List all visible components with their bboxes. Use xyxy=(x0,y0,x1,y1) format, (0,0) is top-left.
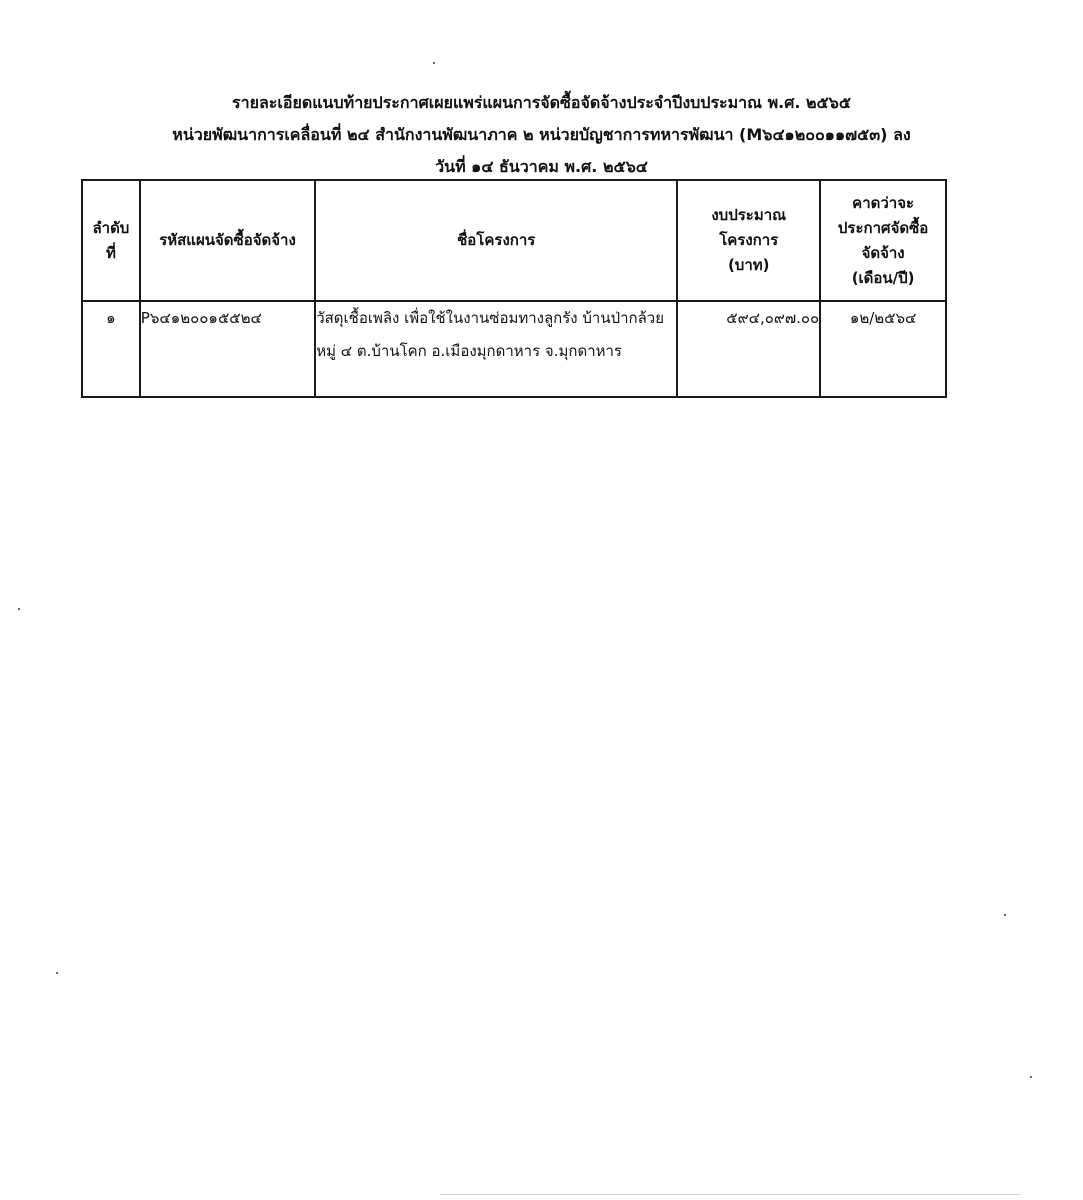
cell-project-name: วัสดุเชื้อเพลิง เพื่อใช้ในงานซ่อมทางลูกรัง บ้านป่ากล้วย หมู่ ๔ ต.บ้านโคก อ.เมืองมุกดาหาร จ.มุกดาหาร xyxy=(315,301,677,397)
header-budget-line3: (บาท) xyxy=(727,256,770,274)
header-expected-month-line2: ประกาศจัดซื้อ xyxy=(837,218,929,237)
scan-speck xyxy=(18,608,20,610)
heading-line-1: รายละเอียดแนบท้ายประกาศเผยแพร่แผนการจัดซื้อจัดจ้างประจำปีงบประมาณ พ.ศ. ๒๕๖๕ xyxy=(232,93,851,112)
cell-expected-month: ๑๒/๒๕๖๔ xyxy=(820,301,946,397)
heading-line-2: หน่วยพัฒนาการเคลื่อนที่ ๒๔ สำนักงานพัฒนาภาค ๒ หน่วยบัญชาการทหารพัฒนา (M๖๔๑๒๐๐๑๑๗๕๓) ลง xyxy=(172,125,911,144)
header-expected-month xyxy=(820,180,946,301)
procurement-plan-table xyxy=(81,179,947,398)
header-budget xyxy=(677,180,820,301)
cell-sequence-no: ๑ xyxy=(82,301,140,397)
cell-plan-code: P๖๔๑๒๐๐๑๕๕๒๔ xyxy=(140,301,315,397)
header-sequence-no-line2: ที่ xyxy=(105,243,116,262)
header-project-name xyxy=(315,180,677,301)
header-sequence-no-line1: ลำดับ xyxy=(92,218,130,237)
header-expected-month-line1: คาดว่าจะ xyxy=(852,193,915,212)
scan-edge-line xyxy=(440,1194,1020,1195)
header-expected-month-line3: จัดจ้าง xyxy=(861,243,905,262)
table-header-row xyxy=(82,180,946,301)
header-plan-code-label: รหัสแผนจัดซื้อจัดจ้าง xyxy=(159,231,296,249)
scan-speck xyxy=(56,972,58,974)
header-budget-line2: โครงการ xyxy=(719,231,779,249)
heading-line-3: วันที่ ๑๔ ธันวาคม พ.ศ. ๒๕๖๔ xyxy=(435,157,648,176)
scan-speck xyxy=(1030,1076,1032,1078)
header-budget-line1: งบประมาณ xyxy=(711,206,787,224)
scan-speck xyxy=(1004,914,1006,916)
table-row xyxy=(82,301,946,397)
header-plan-code xyxy=(140,180,315,301)
header-sequence-no xyxy=(82,180,140,301)
header-expected-month-line4: (เดือน/ปี) xyxy=(851,268,915,287)
cell-budget: ๕๙๔,๐๙๗.๐๐ xyxy=(677,301,820,397)
header-project-name-label: ชื่อโครงการ xyxy=(457,231,536,249)
scan-speck xyxy=(433,62,435,64)
